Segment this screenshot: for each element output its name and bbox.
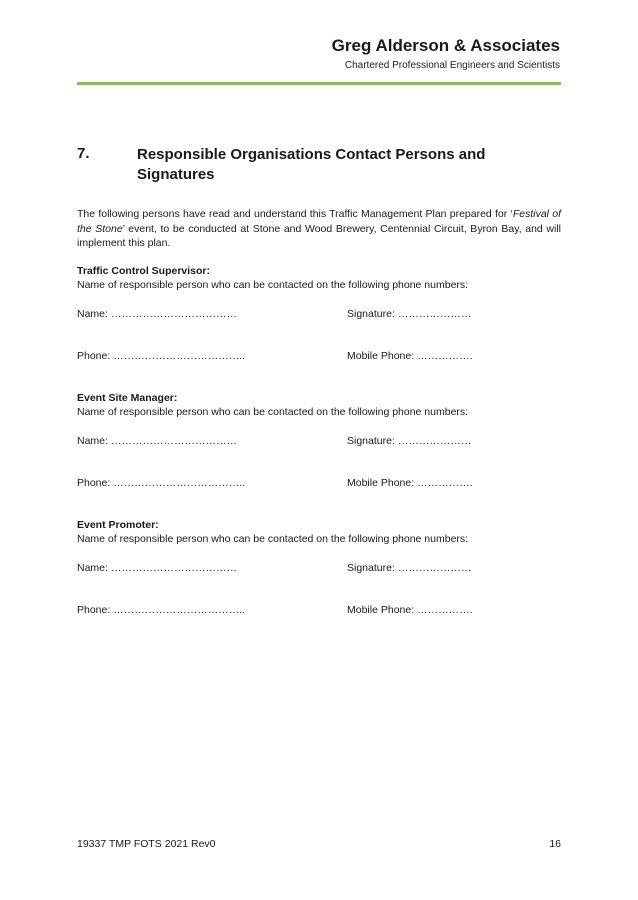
intro-paragraph xyxy=(77,207,561,251)
group-description: Name of responsible person who can be contacted on the following phone numbers: xyxy=(77,406,469,418)
name-blank: ……………………………… xyxy=(110,435,237,447)
signature-label: Signature: xyxy=(347,308,395,320)
contact-group-event-site-manager xyxy=(77,391,561,491)
group-heading: Traffic Control Supervisor: xyxy=(77,265,211,277)
mobile-phone-label: Mobile Phone: xyxy=(347,350,415,362)
signature-label: Signature: xyxy=(347,562,395,574)
intro-event-name: Festival of the Stone xyxy=(77,208,561,235)
section-title: Responsible Organisations Contact Persons and Signatures xyxy=(137,146,486,183)
group-heading: Event Promoter: xyxy=(77,519,159,531)
name-label: Name: xyxy=(77,435,108,447)
phone-blank: ……………………………….. xyxy=(113,477,246,489)
group-description: Name of responsible person who can be contacted on the following phone numbers: xyxy=(77,533,469,545)
phone-label: Phone: xyxy=(77,604,111,616)
group-description: Name of responsible person who can be contacted on the following phone numbers: xyxy=(77,279,469,291)
mobile-phone-field xyxy=(347,604,473,616)
signature-field xyxy=(347,562,471,574)
name-field xyxy=(77,435,237,447)
name-field xyxy=(77,562,237,574)
header-tagline: Chartered Professional Engineers and Scientists xyxy=(344,60,560,71)
contact-group-event-promoter xyxy=(77,518,561,618)
name-label: Name: xyxy=(77,308,108,320)
signature-blank: ………………… xyxy=(397,308,472,320)
header-company-name: Greg Alderson & Associates xyxy=(331,36,560,55)
phone-label: Phone: xyxy=(77,477,111,489)
intro-text-before: The following persons have read and understand this Traffic Management Plan prepared for ‘ xyxy=(77,208,513,220)
footer-document-reference: 19337 TMP FOTS 2021 Rev0 xyxy=(77,838,216,850)
phone-blank: ……………………………….. xyxy=(113,604,246,616)
header-divider xyxy=(77,82,561,85)
mobile-phone-blank: ……………. xyxy=(417,350,473,362)
name-blank: ……………………………… xyxy=(110,562,237,574)
contact-group-traffic-control-supervisor xyxy=(77,264,561,364)
name-field xyxy=(77,308,237,320)
footer-page-number: 16 xyxy=(549,838,561,850)
mobile-phone-label: Mobile Phone: xyxy=(347,477,415,489)
group-heading: Event Site Manager: xyxy=(77,392,178,404)
signature-blank: ………………… xyxy=(397,562,472,574)
signature-blank: ………………… xyxy=(397,435,472,447)
mobile-phone-blank: ……………. xyxy=(417,477,473,489)
phone-label: Phone: xyxy=(77,350,111,362)
signature-field xyxy=(347,308,471,320)
phone-field xyxy=(77,477,245,489)
name-blank: ……………………………… xyxy=(110,308,237,320)
phone-field xyxy=(77,350,245,362)
name-label: Name: xyxy=(77,562,108,574)
mobile-phone-label: Mobile Phone: xyxy=(347,604,415,616)
mobile-phone-blank: ……………. xyxy=(417,604,473,616)
phone-field xyxy=(77,604,245,616)
signature-field xyxy=(347,435,471,447)
intro-text-after: ’ event, to be conducted at Stone and Wood Brewery, Centennial Circuit, Byron Bay, and will implement this plan. xyxy=(77,222,562,249)
phone-blank: ……………………………….. xyxy=(113,350,246,362)
signature-label: Signature: xyxy=(347,435,395,447)
mobile-phone-field xyxy=(347,477,473,489)
mobile-phone-field xyxy=(347,350,473,362)
section-number: 7. xyxy=(77,145,90,162)
